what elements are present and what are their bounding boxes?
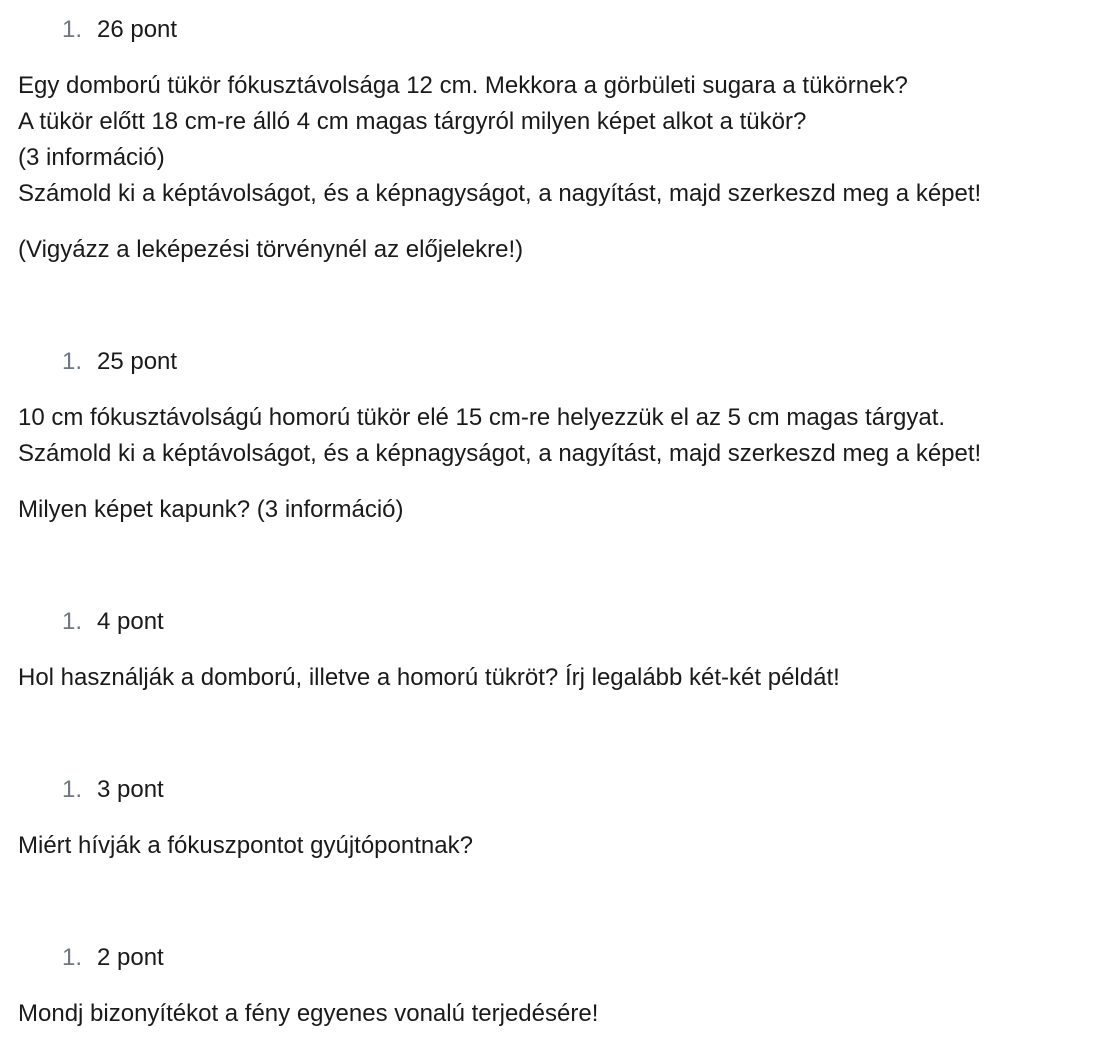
question-1-line-1: Egy domború tükör fókusztávolsága 12 cm. Mekkora a görbületi sugara a tükörnek? xyxy=(18,72,908,99)
question-4-header xyxy=(62,776,164,804)
question-2-header xyxy=(62,348,177,376)
list-number: 1. xyxy=(62,608,83,635)
question-1-line-3: (3 információ) xyxy=(18,144,165,171)
question-points: 2 pont xyxy=(97,944,164,971)
question-points: 25 pont xyxy=(97,348,178,375)
list-number: 1. xyxy=(62,16,83,43)
list-number: 1. xyxy=(62,348,83,375)
question-3-header xyxy=(62,608,164,636)
question-1-line-4: Számold ki a képtávolságot, és a képnagyságot, a nagyítást, majd szerkeszd meg a képet! xyxy=(18,180,982,207)
question-1-header xyxy=(62,16,177,44)
question-1-line-2: A tükör előtt 18 cm-re álló 4 cm magas tárgyról milyen képet alkot a tükör? xyxy=(18,108,807,135)
question-2-line-1: 10 cm fókusztávolságú homorú tükör elé 15 cm-re helyezzük el az 5 cm magas tárgyat. xyxy=(18,404,946,431)
question-4-line-1: Miért hívják a fókuszpontot gyújtópontnak? xyxy=(18,832,473,859)
list-number: 1. xyxy=(62,776,83,803)
question-3-line-1: Hol használják a domború, illetve a homorú tükröt? Írj legalább két-két példát! xyxy=(18,664,840,691)
list-number: 1. xyxy=(62,944,83,971)
question-points: 3 pont xyxy=(97,776,164,803)
question-5-line-1: Mondj bizonyítékot a fény egyenes vonalú terjedésére! xyxy=(18,1000,599,1027)
question-points: 26 pont xyxy=(97,16,178,43)
question-2-line-3: Milyen képet kapunk? (3 információ) xyxy=(18,496,404,523)
question-2-line-2: Számold ki a képtávolságot, és a képnagyságot, a nagyítást, majd szerkeszd meg a képet! xyxy=(18,440,982,467)
question-points: 4 pont xyxy=(97,608,164,635)
question-5-header xyxy=(62,944,164,972)
question-1-note: (Vigyázz a leképezési törvénynél az előjelekre!) xyxy=(18,236,524,263)
